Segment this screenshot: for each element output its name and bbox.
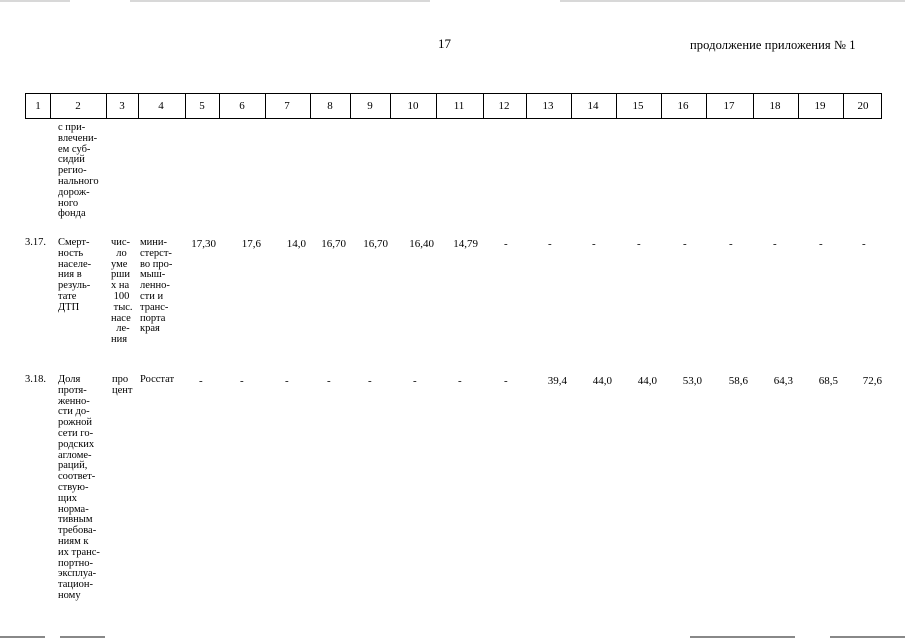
value-cell: 58,6 [728, 375, 748, 387]
value-cell: 16,70 [363, 238, 388, 250]
value-cell: 14,79 [453, 238, 478, 250]
column-number: 18 [769, 100, 781, 112]
value-cell: - [458, 375, 462, 387]
column-divider [798, 94, 799, 118]
indicator-name: Доля протя- женно- сти до- рожной сети го- родских агломе- раций, соответ- ствую- щих норма- тивным требова- ниям к их транс- портно- эксплуа- тацион- ному [58, 374, 100, 601]
column-divider [436, 94, 437, 118]
column-divider [526, 94, 527, 118]
column-divider [310, 94, 311, 118]
value-cell: 16,40 [409, 238, 434, 250]
value-cell: 44,0 [637, 375, 657, 387]
column-number: 1 [35, 100, 41, 112]
column-number: 8 [327, 100, 333, 112]
value-cell: - [862, 238, 866, 250]
column-divider [185, 94, 186, 118]
value-cell: - [199, 375, 203, 387]
continued-indicator-text: с при- влечени- ем суб- сидий регио- нального дорож- ного фонда [58, 122, 99, 220]
column-number: 6 [239, 100, 245, 112]
value-cell: - [592, 238, 596, 250]
value-cell: 17,30 [191, 238, 216, 250]
column-divider [571, 94, 572, 118]
value-cell: 17,6 [241, 238, 261, 250]
row-number: 3.18. [25, 374, 46, 385]
value-cell: - [413, 375, 417, 387]
column-divider [753, 94, 754, 118]
value-cell: - [683, 238, 687, 250]
column-divider [661, 94, 662, 118]
column-divider [265, 94, 266, 118]
column-divider [390, 94, 391, 118]
value-cell: 14,0 [286, 238, 306, 250]
column-divider [219, 94, 220, 118]
column-number: 19 [814, 100, 826, 112]
value-cell: - [368, 375, 372, 387]
value-cell: 72,6 [862, 375, 882, 387]
bottom-edge-line [60, 636, 105, 638]
data-source: Росстат [140, 374, 175, 385]
unit-of-measure: чис- ло уме рши х на 100 тыс. насе ле- ния [111, 237, 133, 346]
column-divider [350, 94, 351, 118]
value-cell: - [548, 238, 552, 250]
value-cell: - [504, 375, 508, 387]
value-cell: - [327, 375, 331, 387]
top-edge-line [130, 0, 430, 2]
bottom-edge-line [830, 636, 905, 638]
value-cell: 16,70 [321, 238, 346, 250]
column-number: 12 [498, 100, 510, 112]
value-cell: 53,0 [682, 375, 702, 387]
value-cell: - [285, 375, 289, 387]
value-cell: - [240, 375, 244, 387]
value-cell: 44,0 [592, 375, 612, 387]
value-cell: 68,5 [818, 375, 838, 387]
column-number: 14 [587, 100, 599, 112]
value-cell: 39,4 [547, 375, 567, 387]
column-number: 20 [857, 100, 869, 112]
column-divider [138, 94, 139, 118]
appendix-continuation-note: продолжение приложения № 1 [690, 38, 856, 52]
value-cell: - [637, 238, 641, 250]
indicator-name: Смерт- ность населе- ния в резуль- тате ДТП [58, 237, 92, 313]
bottom-edge-line [690, 636, 795, 638]
table-header-row [25, 93, 882, 119]
row-number: 3.17. [25, 237, 46, 248]
column-divider [106, 94, 107, 118]
top-edge-line [0, 0, 70, 2]
value-cell: - [819, 238, 823, 250]
column-number: 3 [119, 100, 125, 112]
column-divider [616, 94, 617, 118]
value-cell: - [504, 238, 508, 250]
bottom-edge-line [0, 636, 45, 638]
column-divider [843, 94, 844, 118]
column-number: 2 [75, 100, 81, 112]
column-number: 7 [284, 100, 290, 112]
column-number: 5 [199, 100, 205, 112]
column-number: 11 [453, 100, 465, 112]
unit-of-measure: про цент [112, 374, 133, 396]
column-number: 13 [542, 100, 554, 112]
column-number: 4 [158, 100, 164, 112]
value-cell: - [773, 238, 777, 250]
top-edge-line [560, 0, 905, 2]
column-divider [50, 94, 51, 118]
column-number: 9 [367, 100, 373, 112]
page-number: 17 [438, 36, 451, 51]
value-cell: 64,3 [773, 375, 793, 387]
column-number: 10 [407, 100, 419, 112]
column-number: 16 [677, 100, 689, 112]
column-number: 15 [632, 100, 644, 112]
value-cell: - [729, 238, 733, 250]
data-source: мини- стерст- во про- мыш- ленно- сти и транс- порта края [140, 237, 173, 335]
column-divider [483, 94, 484, 118]
column-number: 17 [723, 100, 735, 112]
column-divider [706, 94, 707, 118]
